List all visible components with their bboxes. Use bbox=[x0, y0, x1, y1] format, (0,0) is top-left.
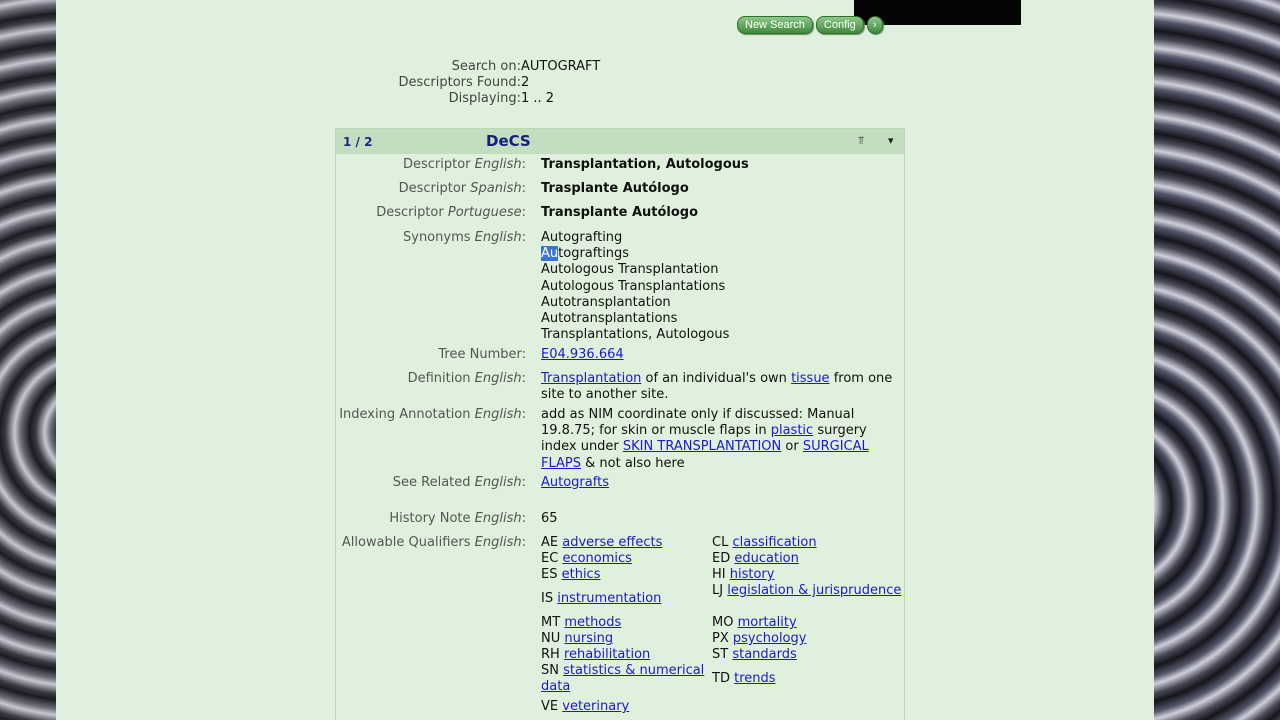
config-button[interactable]: Config bbox=[816, 16, 864, 34]
field-label: Allowable Qualifiers bbox=[341, 535, 471, 550]
synonym-item: Autografting bbox=[541, 230, 623, 245]
skin-transplantation-link[interactable]: SKIN TRANSPLANTATION bbox=[622, 439, 782, 455]
field-label: Indexing Annotation bbox=[339, 407, 471, 422]
displaying-value: 1 .. 2 bbox=[521, 91, 555, 106]
qualifier-code: SN bbox=[541, 663, 559, 678]
indexing-text: or bbox=[781, 439, 803, 455]
synonym-item: Autologous Transplantation bbox=[541, 262, 719, 278]
synonym-item: Autotransplantation bbox=[541, 294, 671, 310]
qualifier-code: ES bbox=[541, 567, 558, 582]
qualifier-link[interactable]: instrumentation bbox=[557, 591, 662, 606]
descriptor-portuguese: Transplante Autólogo bbox=[541, 205, 699, 220]
qualifier-item bbox=[541, 591, 711, 607]
qualifier-code: IS bbox=[541, 591, 554, 606]
qualifier-code: MO bbox=[712, 615, 734, 630]
qualifier-link[interactable]: ethics bbox=[561, 567, 601, 582]
collapse-all-icon[interactable]: ⫪ bbox=[858, 134, 865, 147]
definition-text: of an individual's own bbox=[641, 371, 792, 386]
qualifier-link[interactable]: adverse effects bbox=[562, 535, 663, 550]
synonym-item: Transplantations, Autologous bbox=[541, 327, 730, 343]
field-label: Synonyms bbox=[403, 230, 471, 245]
surgical-flaps-link[interactable]: SURGICAL FLAPS bbox=[541, 439, 869, 471]
field-lang: English bbox=[474, 371, 522, 386]
field-label: Descriptor bbox=[398, 181, 467, 196]
toolbar bbox=[737, 16, 883, 34]
indexing-text: add as NIM coordinate only if discussed: Manual 19.8.75; for skin or muscle flaps in bbox=[541, 407, 855, 439]
qualifier-code: PX bbox=[712, 631, 729, 646]
qualifier-item bbox=[712, 615, 902, 631]
field-lang: English bbox=[474, 535, 522, 550]
qualifier-link[interactable]: methods bbox=[564, 615, 622, 630]
qualifier-code: VE bbox=[541, 699, 559, 714]
qualifier-code: MT bbox=[541, 615, 561, 630]
qualifier-item bbox=[541, 699, 711, 715]
qualifier-code: NU bbox=[541, 631, 561, 646]
search-on-value: AUTOGRAFT bbox=[521, 59, 601, 74]
qualifier-link[interactable]: education bbox=[734, 551, 799, 566]
field-label: Definition bbox=[407, 371, 471, 386]
qualifier-link[interactable]: history bbox=[729, 567, 775, 582]
qualifier-link[interactable]: statistics & numerical data bbox=[541, 663, 705, 695]
qualifier-item bbox=[712, 567, 902, 583]
field-lang: English bbox=[474, 230, 522, 245]
displaying-label: Displaying: bbox=[448, 91, 521, 106]
allowable-qualifiers-row: Allowable Qualifiers English: AE adverse effects CL classification EC economics ED education ES ethics HI history IS instrumentation LJ legislation & jurisprudence MT methods MO mortality NU nursing PX psychology RH rehabilitation ST standards SN statistics & numerical data TD trends VE veterinary bbox=[341, 535, 902, 714]
qualifier-item bbox=[712, 631, 902, 647]
field-label: Descriptor bbox=[376, 205, 444, 220]
transplantation-link[interactable]: Transplantation bbox=[541, 371, 642, 386]
qualifier-code: LJ bbox=[712, 583, 724, 598]
qualifier-item bbox=[541, 551, 711, 567]
field-lang: English bbox=[474, 511, 522, 526]
qualifier-link[interactable]: nursing bbox=[564, 631, 614, 646]
qualifier-link[interactable]: mortality bbox=[737, 615, 797, 630]
qualifier-code: TD bbox=[712, 671, 730, 686]
qualifier-item bbox=[541, 631, 711, 647]
qualifier-item bbox=[541, 567, 711, 583]
descriptors-found-value: 2 bbox=[521, 75, 530, 90]
field-label: See Related bbox=[392, 475, 471, 490]
qualifier-link[interactable]: economics bbox=[562, 551, 632, 566]
synonym-item-selected bbox=[541, 246, 903, 262]
panel-header bbox=[336, 129, 904, 154]
qualifier-item bbox=[712, 671, 902, 687]
more-button[interactable]: › bbox=[867, 16, 883, 34]
qualifier-link[interactable]: rehabilitation bbox=[563, 647, 651, 662]
qualifier-link[interactable]: classification bbox=[732, 535, 817, 550]
descriptor-panel: 1 / 2 DeCS ⫪ ▾ Descriptor English: Transplantation, Autologous Descriptor Spanish: Trasplante Autólogo Descriptor Portuguese: Transplante Autólogo Synonyms English: Autografting Autograftings Autologous Transplantation Autologous Transplantations Autotransplantation Autotransplantations Transplantations, Autologous Tree Number: E04.936.664 Definition English: Transplantation of an individual's own tissue from one site to another site. Indexing Annotation English: add as NIM coordinate only if discussed: Manual 19.8.75; for skin or muscle flaps in plastic surgery index under SKIN TRANSPLANTATION or SURGICAL FLAPS & not also here See Related English: Autografts History Note English: 65 Allowable Qualifiers English: AE adverse effects CL classification EC economics ED education ES ethics HI history IS instrumentation LJ legislation & jurisprudence MT methods MO mortality NU nursing PX psychology RH rehabilitation ST standards SN statistics & numerical data TD trends VE veterinary bbox=[335, 128, 905, 720]
qualifier-code: HI bbox=[712, 567, 726, 582]
autografts-link[interactable]: Autografts bbox=[541, 475, 609, 490]
field-lang: English bbox=[474, 475, 522, 490]
history-note-value: 65 bbox=[541, 511, 558, 526]
qualifier-item bbox=[712, 535, 902, 551]
field-label: Descriptor bbox=[402, 157, 471, 172]
desktop-background-right bbox=[1154, 0, 1280, 720]
descriptor-english: Transplantation, Autologous bbox=[541, 157, 749, 172]
qualifier-item bbox=[541, 535, 711, 551]
decs-page bbox=[56, 0, 1154, 720]
qualifier-link[interactable]: standards bbox=[732, 647, 797, 662]
qualifier-code: ST bbox=[712, 647, 729, 662]
qualifier-link[interactable]: legislation & jurisprudence bbox=[727, 583, 902, 598]
field-lang: Spanish bbox=[470, 181, 522, 196]
definition-text: from one site to another site. bbox=[541, 371, 893, 403]
synonym-item: Autotransplantations bbox=[541, 311, 678, 327]
synonym-rest: tograftings bbox=[558, 246, 630, 262]
qualifier-item bbox=[541, 647, 711, 663]
record-pager: 1 / 2 bbox=[343, 135, 373, 149]
tissue-link[interactable]: tissue bbox=[791, 371, 830, 386]
qualifier-item bbox=[712, 647, 902, 663]
field-lang: English bbox=[474, 407, 522, 422]
database-name: DeCS bbox=[486, 132, 531, 150]
field-lang: English bbox=[474, 157, 522, 172]
qualifier-link[interactable]: trends bbox=[734, 671, 776, 686]
tree-number-label: Tree Number: bbox=[438, 347, 526, 362]
descriptor-spanish: Trasplante Autólogo bbox=[541, 181, 689, 196]
field-lang: Portuguese bbox=[447, 205, 522, 220]
qualifier-code: EC bbox=[541, 551, 559, 566]
qualifier-item bbox=[712, 583, 902, 599]
desktop-background-left bbox=[0, 0, 56, 720]
search-on-label: Search on: bbox=[451, 59, 521, 74]
qualifier-code: AE bbox=[541, 535, 559, 550]
qualifier-link[interactable]: psychology bbox=[732, 631, 807, 646]
indexing-text: & not also here bbox=[581, 455, 685, 471]
indexing-text: surgery index under bbox=[541, 423, 867, 455]
expand-icon[interactable]: ▾ bbox=[888, 134, 894, 147]
qualifier-code: CL bbox=[712, 535, 729, 550]
tree-number-link[interactable]: E04.936.664 bbox=[541, 347, 624, 362]
qualifier-item bbox=[712, 551, 902, 567]
qualifier-link[interactable]: veterinary bbox=[562, 699, 630, 714]
synonym-item: Autologous Transplantations bbox=[541, 278, 726, 294]
descriptors-found-label: Descriptors Found: bbox=[398, 75, 521, 90]
plastic-link[interactable]: plastic bbox=[770, 423, 814, 439]
field-label: History Note bbox=[389, 511, 471, 526]
qualifier-code: RH bbox=[541, 647, 560, 662]
qualifier-item bbox=[541, 615, 711, 631]
qualifier-code: ED bbox=[712, 551, 731, 566]
new-search-button[interactable]: New Search bbox=[737, 16, 813, 34]
qualifier-item bbox=[541, 663, 711, 695]
selection-highlight: Au bbox=[541, 246, 559, 262]
